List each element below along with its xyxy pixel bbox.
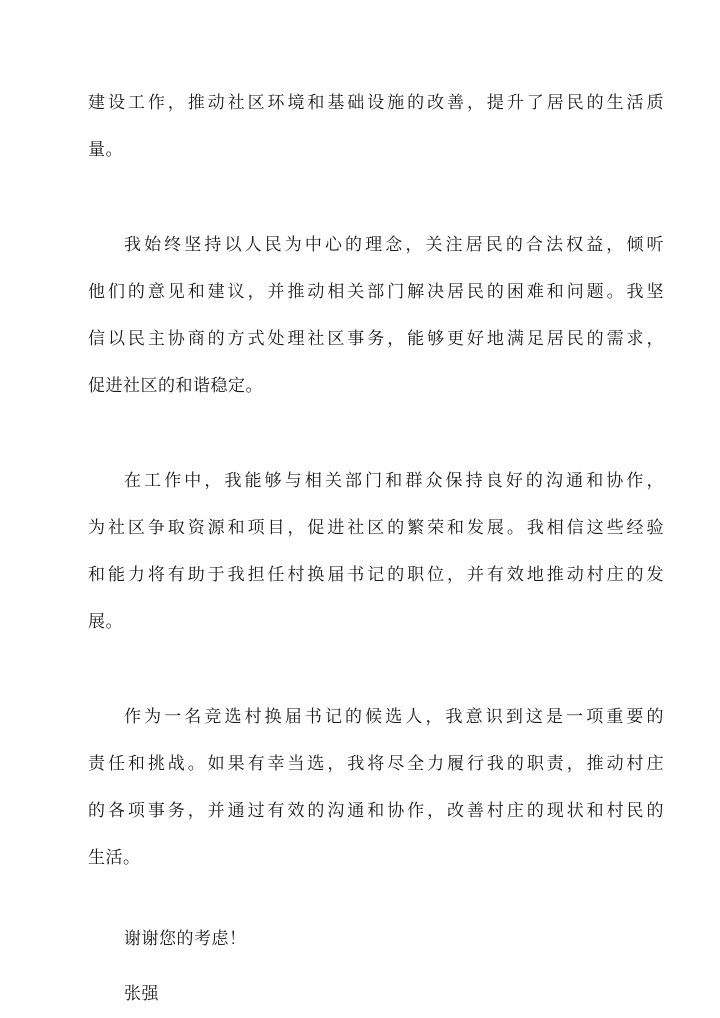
paragraph-line: 展。: [88, 612, 123, 632]
paragraph-line: 我始终坚持以人民为中心的理念，关注居民的合法权益，倾听: [124, 235, 664, 255]
paragraph-line: 量。: [88, 140, 123, 160]
paragraph-line: 的各项事务，并通过有效的沟通和协作，改善村庄的现状和村民的: [88, 801, 664, 821]
paragraph: [88, 222, 664, 410]
paragraph: [88, 80, 664, 174]
paragraph-line: 在工作中，我能够与相关部门和群众保持良好的沟通和协作，: [124, 471, 664, 491]
paragraph-line: 为社区争取资源和项目，促进社区的繁荣和发展。我相信这些经验: [88, 518, 664, 538]
paragraph-line: 生活。: [88, 848, 141, 868]
paragraph: [88, 458, 664, 646]
paragraph-spacer: [88, 882, 664, 916]
paragraph-line: 信以民主协商的方式处理社区事务，能够更好地满足居民的需求，: [88, 329, 664, 349]
paragraph-line: 和能力将有助于我担任村换届书记的职位，并有效地推动村庄的发: [88, 565, 664, 585]
paragraph-line: 促进社区的和谐稳定。: [88, 376, 263, 396]
closing-text: 谢谢您的考虑！: [124, 929, 247, 949]
paragraph: [88, 694, 664, 882]
paragraph-line: 作为一名竞选村换届书记的候选人，我意识到这是一项重要的: [124, 707, 664, 727]
paragraph-line: 他们的意见和建议，并推动相关部门解决居民的困难和问题。我坚: [88, 282, 664, 302]
paragraph-line: 责任和挑战。如果有幸当选，我将尽全力履行我的职责，推动村庄: [88, 754, 664, 774]
paragraph-spacer: [88, 410, 664, 458]
paragraph-spacer: [88, 174, 664, 222]
signature: 张强: [124, 984, 159, 1004]
paragraph-line: 建设工作，推动社区环境和基础设施的改善，提升了居民的生活质: [88, 93, 664, 113]
document-page: [88, 80, 664, 1018]
paragraph-spacer: [88, 646, 664, 694]
paragraph-spacer: [88, 963, 664, 971]
